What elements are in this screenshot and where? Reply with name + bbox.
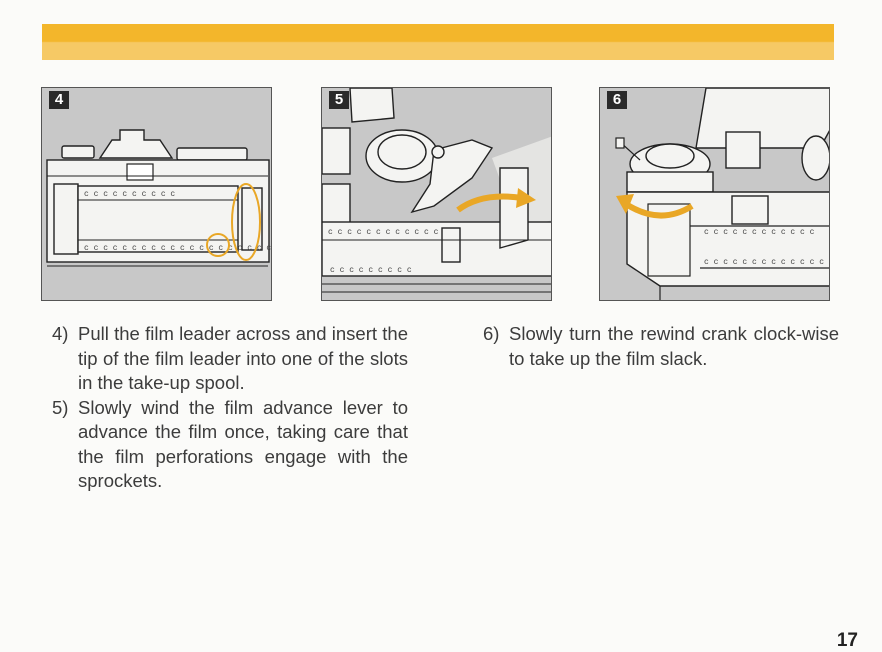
step-4 <box>52 322 408 396</box>
header-color-band <box>42 24 834 60</box>
step-5 <box>52 396 408 494</box>
svg-text:c c c c c c c c c c c c: c c c c c c c c c c c c <box>328 228 439 237</box>
instructions-left <box>52 322 408 494</box>
film-advance-illustration <box>322 88 552 301</box>
step-marker: 6) <box>483 323 500 344</box>
camera-back-illustration <box>42 88 272 301</box>
step-6 <box>483 322 839 371</box>
instructions-right <box>483 322 839 371</box>
figure-4 <box>41 87 272 301</box>
step-marker: 4) <box>52 323 69 344</box>
figure-number: 5 <box>329 91 349 109</box>
rewind-crank-illustration <box>600 88 830 301</box>
figure-5 <box>321 87 552 301</box>
step-text: Slowly turn the rewind crank clock-wise to take up the film slack. <box>509 323 839 369</box>
svg-text:c c c c c c c c c c c c c: c c c c c c c c c c c c c <box>704 258 825 267</box>
step-text: Pull the film leader across and insert the tip of the film leader into one of the slots in the take-up spool. <box>78 323 408 393</box>
svg-text:c c c c c c c c c c c c: c c c c c c c c c c c c <box>704 228 815 237</box>
figure-number: 4 <box>49 91 69 109</box>
svg-text:c c c c c c c c c: c c c c c c c c c <box>330 266 412 275</box>
figure-number: 6 <box>607 91 627 109</box>
figure-6 <box>599 87 830 301</box>
step-marker: 5) <box>52 396 69 418</box>
step-text: Slowly wind the film advance lever to advance the film once, taking care that the film perforations engage with the sprockets. <box>78 396 408 491</box>
svg-text:c c c c c c c c c c: c c c c c c c c c c <box>84 190 176 199</box>
svg-text:c c c c c c c c c c c c c c c: c c c c c c c c c c c c c c c c c c c c <box>84 244 272 253</box>
page-number: 17 <box>836 630 858 651</box>
